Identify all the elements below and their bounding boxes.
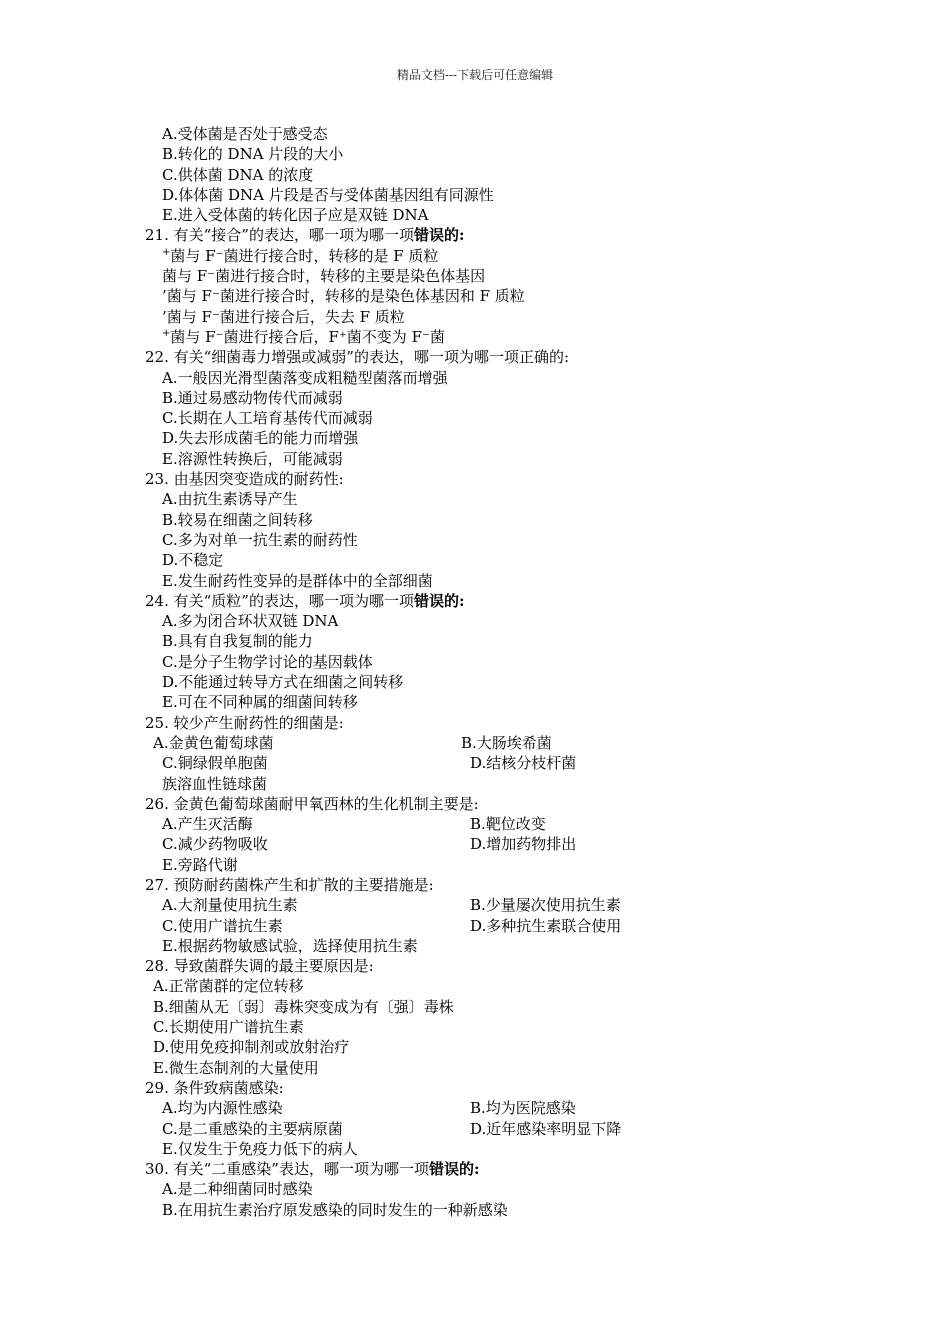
segment-text: C.是二重感染的主要病原菌 — [162, 1119, 343, 1138]
segment-text: ’菌与 F⁻菌进行接合后，失去 F 质粒 — [162, 307, 405, 326]
text-segment — [145, 1159, 480, 1179]
text-segment — [153, 1058, 319, 1078]
text-segment — [162, 834, 268, 854]
text-line — [0, 205, 950, 225]
text-line — [0, 550, 950, 570]
segment-text: C.减少药物吸收 — [162, 835, 268, 854]
text-segment — [145, 956, 374, 976]
text-line — [0, 428, 950, 448]
segment-text: B.大肠埃希菌 — [461, 733, 552, 752]
text-line — [0, 1037, 950, 1057]
segment-text: D.增加药物排出 — [470, 835, 577, 854]
text-line — [0, 165, 950, 185]
segment-text: 26. 金黄色葡萄球菌耐甲氧西林的生化机制主要是: — [145, 794, 479, 813]
segment-text: E.根据药物敏感试验，选择使用抗生素 — [162, 936, 418, 955]
text-segment — [162, 327, 445, 347]
text-line — [0, 976, 950, 996]
text-segment — [162, 165, 313, 185]
text-segment — [162, 1098, 283, 1118]
text-line — [0, 1078, 950, 1098]
segment-text: 菌与 F⁻菌进行接合时，转移的是 F 质粒 — [170, 246, 439, 265]
text-segment — [153, 997, 454, 1017]
text-line — [0, 530, 950, 550]
text-line — [0, 347, 950, 367]
document-body — [0, 124, 950, 1220]
text-segment — [162, 428, 358, 448]
segment-text: 24. 有关“质粒”的表达，哪一项为哪一项 — [145, 591, 414, 610]
segment-text: D.不能通过转导方式在细菌之间转移 — [162, 673, 404, 692]
text-line — [0, 327, 950, 347]
segment-text: E.可在不同种属的细菌间转移 — [162, 693, 358, 712]
text-line — [0, 185, 950, 205]
segment-text: B.具有自我复制的能力 — [162, 632, 313, 651]
text-line — [0, 774, 950, 794]
text-segment — [162, 753, 268, 773]
text-line — [0, 713, 950, 733]
segment-text: 22. 有关“细菌毒力增强或减弱”的表达，哪一项为哪一项正确的: — [145, 348, 570, 367]
text-line — [0, 936, 950, 956]
text-line — [0, 388, 950, 408]
text-line — [0, 246, 950, 266]
segment-text: B.靶位改变 — [470, 815, 546, 834]
segment-text: C.长期在人工培育基传代而减弱 — [162, 409, 373, 428]
segment-text: D.近年感染率明显下降 — [470, 1119, 622, 1138]
segment-text: A.是二种细菌同时感染 — [162, 1180, 313, 1199]
segment-text: D.不稳定 — [162, 551, 224, 570]
text-segment — [145, 1078, 284, 1098]
segment-text: B.在用抗生素治疗原发感染的同时发生的一种新感染 — [162, 1200, 508, 1219]
text-line — [0, 794, 950, 814]
text-segment — [162, 246, 438, 266]
text-line — [0, 672, 950, 692]
text-segment — [145, 875, 434, 895]
segment-text: 28. 导致菌群失调的最主要原因是: — [145, 957, 374, 976]
segment-text: A.金黄色葡萄球菌 — [153, 733, 274, 752]
text-segment — [162, 449, 343, 469]
text-segment — [162, 408, 373, 428]
text-line — [0, 124, 950, 144]
text-segment — [145, 794, 479, 814]
segment-text: 23. 由基因突变造成的耐药性: — [145, 470, 344, 489]
text-segment — [162, 611, 338, 631]
text-segment — [470, 814, 546, 834]
segment-text: E.溶源性转换后，可能减弱 — [162, 449, 343, 468]
segment-text: A.由抗生素诱导产生 — [162, 490, 298, 509]
segment-text: C.使用广谱抗生素 — [162, 916, 283, 935]
segment-text: C.供体菌 DNA 的浓度 — [162, 165, 314, 184]
text-segment — [162, 916, 283, 936]
text-segment — [162, 510, 313, 530]
segment-text: ’菌与 F⁻菌进行接合时，转移的是染色体基因和 F 质粒 — [162, 287, 525, 306]
segment-text: D.多种抗生素联合使用 — [470, 916, 622, 935]
text-segment — [162, 144, 343, 164]
segment-text: B.少量屡次使用抗生素 — [470, 896, 621, 915]
text-segment — [470, 1119, 621, 1139]
text-line — [0, 631, 950, 651]
text-segment — [162, 1200, 508, 1220]
segment-text: 菌与 F⁻菌进行接合后，F⁺菌不变为 F⁻菌 — [170, 327, 445, 346]
text-segment — [162, 1139, 358, 1159]
text-segment — [153, 733, 274, 753]
text-segment — [470, 1098, 576, 1118]
text-line — [0, 469, 950, 489]
text-line — [0, 408, 950, 428]
text-segment — [162, 124, 328, 144]
superscript: + — [162, 327, 171, 339]
segment-text: A.正常菌群的定位转移 — [153, 977, 304, 996]
text-segment — [162, 814, 253, 834]
segment-text: D.体体菌 DNA 片段是否与受体菌基因组有同源性 — [162, 185, 494, 204]
segment-text: B.细菌从无〔弱〕毒株突变成为有〔强〕毒株 — [153, 997, 454, 1016]
text-segment — [470, 753, 576, 773]
segment-text: 菌与 F⁻菌进行接合时，转移的主要是染色体基因 — [162, 267, 486, 286]
segment-text: A.一般因光滑型菌落变成粗糙型菌落而增强 — [162, 368, 448, 387]
text-line — [0, 652, 950, 672]
segment-text: B.均为医院感染 — [470, 1099, 576, 1118]
text-line — [0, 1119, 950, 1139]
text-segment — [162, 266, 485, 286]
text-segment — [162, 895, 298, 915]
text-segment — [162, 855, 238, 875]
text-line — [0, 307, 950, 327]
text-segment — [162, 388, 343, 408]
text-segment — [162, 550, 223, 570]
text-line — [0, 753, 950, 773]
segment-text: D.使用免疫抑制剂或放射治疗 — [153, 1038, 350, 1057]
text-segment — [470, 916, 621, 936]
segment-text: C.铜绿假单胞菌 — [162, 754, 268, 773]
text-segment — [162, 530, 358, 550]
segment-text: B.转化的 DNA 片段的大小 — [162, 145, 344, 164]
segment-text: C.多为对单一抗生素的耐药性 — [162, 530, 358, 549]
segment-text: E.微生态制剂的大量使用 — [153, 1058, 319, 1077]
text-segment — [162, 368, 448, 388]
text-line — [0, 895, 950, 915]
segment-text: B.通过易感动物传代而减弱 — [162, 388, 343, 407]
text-line — [0, 956, 950, 976]
segment-text: 21. 有关“接合”的表达，哪一项为哪一项 — [145, 226, 414, 245]
segment-text: B.较易在细菌之间转移 — [162, 510, 313, 529]
segment-text: E.发生耐药性变异的是群体中的全部细菌 — [162, 571, 433, 590]
text-segment — [162, 286, 525, 306]
text-line — [0, 814, 950, 834]
text-segment — [162, 672, 403, 692]
segment-text: 30. 有关“二重感染”表达，哪一项为哪一项 — [145, 1160, 429, 1179]
text-line — [0, 916, 950, 936]
text-line — [0, 286, 950, 306]
text-line — [0, 1058, 950, 1078]
segment-text: D.失去形成菌毛的能力而增强 — [162, 429, 359, 448]
superscript: + — [162, 246, 171, 258]
text-segment — [162, 692, 358, 712]
segment-text: C.是分子生物学讨论的基因载体 — [162, 652, 373, 671]
segment-text: E.仅发生于免疫力低下的病人 — [162, 1139, 358, 1158]
text-segment — [162, 1179, 313, 1199]
text-segment — [162, 631, 313, 651]
segment-text: E.进入受体菌的转化因子应是双链 DNA — [162, 206, 429, 225]
text-line — [0, 489, 950, 509]
segment-text: A.多为闭合环状双链 DNA — [162, 612, 339, 631]
text-line — [0, 225, 950, 245]
text-segment — [162, 652, 373, 672]
text-line — [0, 692, 950, 712]
text-line — [0, 591, 950, 611]
text-line — [0, 571, 950, 591]
text-segment — [470, 895, 621, 915]
segment-text: 27. 预防耐药菌株产生和扩散的主要措施是: — [145, 875, 434, 894]
text-segment — [153, 976, 304, 996]
segment-text: A.大剂量使用抗生素 — [162, 896, 298, 915]
text-line — [0, 144, 950, 164]
text-segment — [162, 185, 494, 205]
text-line — [0, 449, 950, 469]
emphasis-text: 错误的: — [413, 226, 465, 245]
text-line — [0, 855, 950, 875]
text-line — [0, 1139, 950, 1159]
text-segment — [162, 1119, 343, 1139]
text-line — [0, 611, 950, 631]
segment-text: A.均为内源性感染 — [162, 1099, 283, 1118]
text-segment — [153, 1017, 304, 1037]
emphasis-text: 错误的: — [413, 591, 465, 610]
text-segment — [162, 936, 418, 956]
text-line — [0, 266, 950, 286]
text-segment — [145, 225, 465, 245]
segment-text: E.旁路代谢 — [162, 855, 238, 874]
segment-text: 族溶血性链球菌 — [162, 774, 268, 793]
text-segment — [461, 733, 552, 753]
text-line — [0, 1179, 950, 1199]
text-segment — [145, 713, 344, 733]
text-segment — [162, 489, 298, 509]
text-line — [0, 875, 950, 895]
emphasis-text: 错误的: — [428, 1160, 480, 1179]
text-line — [0, 1098, 950, 1118]
text-segment — [145, 591, 465, 611]
text-line — [0, 1200, 950, 1220]
page-header: 精品文档---下载后可任意编辑 — [396, 68, 554, 82]
text-line — [0, 1017, 950, 1037]
text-segment — [162, 571, 433, 591]
text-segment — [145, 347, 569, 367]
text-line — [0, 510, 950, 530]
text-segment — [162, 774, 267, 794]
segment-text: 25. 较少产生耐药性的细菌是: — [145, 713, 344, 732]
text-line — [0, 733, 950, 753]
text-line — [0, 834, 950, 854]
text-segment — [162, 205, 428, 225]
text-line — [0, 1159, 950, 1179]
segment-text: C.长期使用广谱抗生素 — [153, 1018, 304, 1037]
text-line — [0, 368, 950, 388]
text-segment — [153, 1037, 349, 1057]
segment-text: A.产生灭活酶 — [162, 815, 253, 834]
text-segment — [162, 307, 405, 327]
segment-text: D.结核分枝杆菌 — [470, 754, 577, 773]
segment-text: 29. 条件致病菌感染: — [145, 1078, 284, 1097]
text-segment — [145, 469, 344, 489]
segment-text: A.受体菌是否处于感受态 — [162, 125, 328, 143]
text-segment — [470, 834, 576, 854]
text-line — [0, 997, 950, 1017]
